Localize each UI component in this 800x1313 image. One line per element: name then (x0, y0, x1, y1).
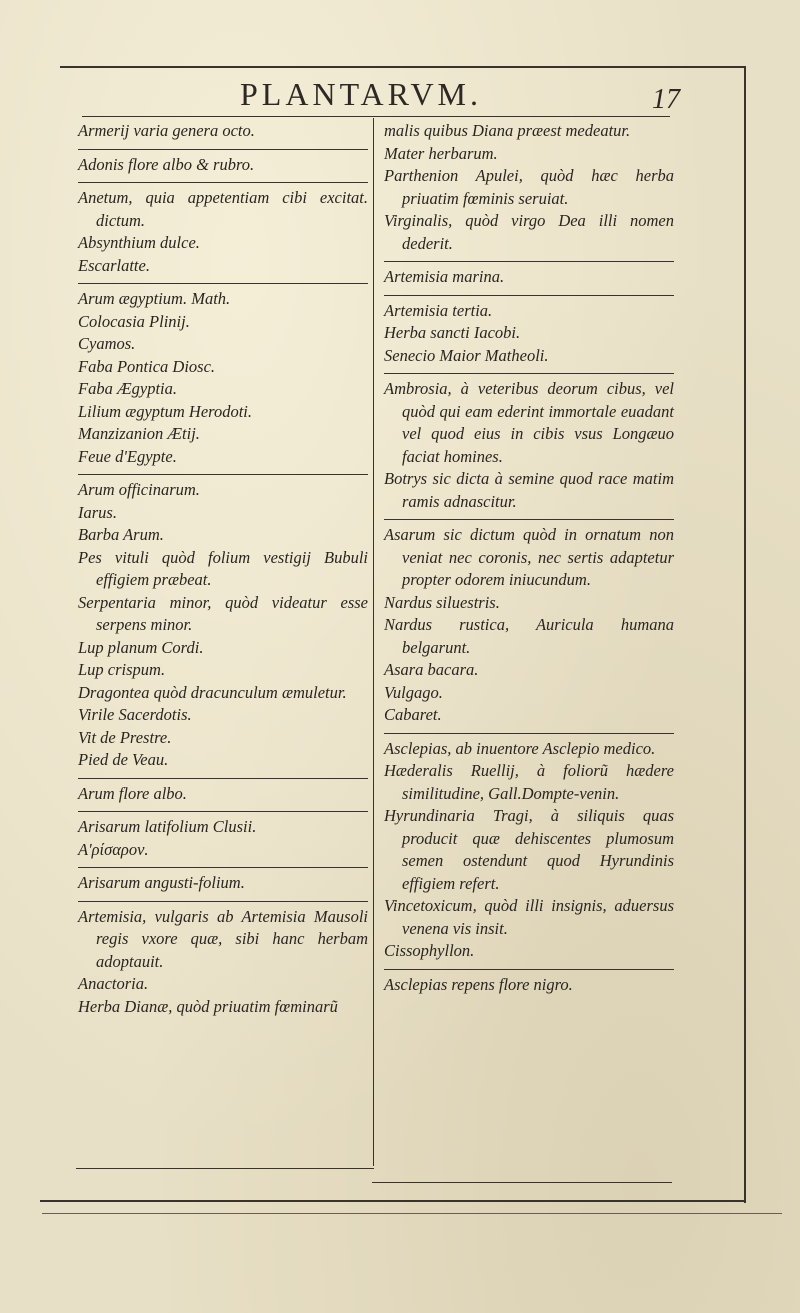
frame-bottom-rule (40, 1200, 746, 1202)
plant-name-entry: Asclepias repens flore nigro. (384, 974, 573, 994)
plant-name-entry: Cissophyllon. (384, 941, 475, 960)
plant-name-entry: Anactoria. (78, 974, 149, 993)
plant-name-entry: Mater herbarum. (384, 143, 498, 163)
plant-name-entry: Cabaret. (384, 705, 442, 724)
plant-name-entry: Herba Dianæ, quòd priuatim fœminarũ (78, 996, 338, 1016)
entry-group (78, 812, 368, 868)
entry-group (78, 868, 368, 902)
plant-name-entry: Anetum, quia appetentiam cibi excitat. dictum. (78, 188, 368, 230)
plant-name-entry: Faba Ægyptia. (78, 379, 177, 398)
plant-name-entry: Botrys sic dicta à semine quod race matim ramis adnascitur. (384, 469, 674, 511)
plant-name-entry: Armerij varia genera octo. (78, 121, 255, 140)
entry-group (384, 520, 674, 734)
left-bottom-rule (76, 1168, 374, 1169)
plant-name-entry: Α'ρίσαρον. (78, 839, 149, 859)
entry-group (384, 296, 674, 375)
entry-group (384, 970, 674, 1003)
plant-name-entry: Asarum sic dictum quòd in ornatum non veniat nec coronis, nec sertis adaptetur propter odorem iniucundum. (384, 525, 674, 589)
plant-name-entry: Arum flore albo. (78, 783, 187, 803)
column-divider (373, 118, 374, 1166)
plant-name-entry: Serpentaria minor, quòd videatur esse serpens minor. (78, 592, 368, 634)
plant-name-entry: Asara bacara. (384, 660, 479, 679)
plant-name-entry: Iarus. (78, 502, 117, 522)
plant-name-entry: Dragontea quòd dracunculum æmuletur. (78, 682, 347, 702)
plant-name-entry: Nardus rustica, Auricula humana belgarunt. (384, 615, 674, 657)
plant-name-entry: Arum ægyptium. Math. (78, 289, 231, 308)
plant-name-entry: Feue d'Egypte. (78, 446, 177, 466)
plant-name-entry: Lup planum Cordi. (78, 637, 204, 657)
plant-name-entry: Lilium ægyptum Herodoti. (78, 401, 253, 421)
entry-group (78, 150, 368, 184)
plant-name-entry: Barba Arum. (78, 525, 164, 544)
frame-right-rule (744, 68, 746, 1203)
plant-name-entry: Arisarum latifolium Clusii. (78, 817, 257, 836)
plant-name-entry: Arisarum angusti-folium. (78, 873, 245, 892)
plant-name-entry: Artemisia, vulgaris ab Artemisia Mausoli regis vxore quæ, sibi hanc herbam adoptauit. (78, 906, 368, 971)
plant-name-entry: Hæderalis Ruellij, à foliorũ hædere similitudine, Gall.Dompte-venin. (384, 761, 674, 803)
plant-name-entry: Absynthium dulce. (78, 233, 200, 252)
page-number: 17 (652, 84, 680, 115)
plant-name-entry: Artemisia tertia. (384, 300, 493, 320)
entry-group (384, 374, 674, 520)
plant-name-entry: Virile Sacerdotis. (78, 705, 192, 724)
frame-bottom-rule-outer (42, 1213, 782, 1214)
running-head: PLANTARVM. (240, 76, 482, 112)
plant-name-entry: Escarlatte. (78, 255, 150, 275)
plant-name-entry: Vincetoxicum, quòd illi insignis, aduersus venena vis insit. (384, 896, 674, 938)
plant-name-entry: Ambrosia, à veteribus deorum cibus, vel quòd qui eam ederint immortale euadant vel quod eius in cibis vsus Longæuo faciat homines. (384, 379, 674, 466)
plant-name-entry: Vit de Prestre. (78, 727, 172, 747)
plant-name-entry: Vulgago. (384, 682, 443, 702)
plant-name-entry: Herba sancti Iacobi. (384, 323, 521, 342)
plant-name-entry: malis quibus Diana præest medeatur. (384, 121, 631, 140)
entry-group (78, 284, 368, 475)
plant-name-entry: Arum officinarum. (78, 480, 200, 499)
entry-group (78, 779, 368, 813)
plant-name-entry: Lup crispum. (78, 660, 166, 679)
plant-name-entry: Senecio Maior Matheoli. (384, 345, 549, 365)
entry-group (384, 262, 674, 296)
plant-name-entry: Nardus siluestris. (384, 592, 500, 612)
entry-group (78, 183, 368, 284)
plant-name-entry: Parthenion Apulei, quòd hæc herba priuatim fœminis seruiat. (384, 166, 674, 208)
plant-name-entry: Pied de Veau. (78, 750, 169, 769)
plant-name-entry: Colocasia Plinij. (78, 311, 190, 331)
plant-name-entry: Artemisia marina. (384, 267, 505, 286)
plant-name-entry: Manzizanion Ætij. (78, 424, 200, 443)
plant-name-entry: Faba Pontica Diosc. (78, 356, 216, 376)
plant-name-entry: Pes vituli quòd folium vestigij Bubuli effigiem præbeat. (78, 547, 368, 589)
left-column (78, 116, 368, 1024)
plant-name-entry: Virginalis, quòd virgo Dea illi nomen dederit. (384, 211, 674, 253)
plant-name-entry: Adonis flore albo & rubro. (78, 154, 255, 174)
plant-name-entry: Hyrundinaria Tragi, à siliquis quas producit quæ dehiscentes plumosum semen ostendunt quod Hyrundinis effigiem refert. (384, 806, 674, 893)
entry-group (78, 475, 368, 779)
plant-name-entry: Cyamos. (78, 334, 136, 353)
plant-name-entry: Asclepias, ab inuentore Asclepio medico. (384, 738, 656, 758)
entry-group (78, 902, 368, 1025)
entry-group (384, 734, 674, 970)
right-column (384, 116, 674, 1002)
right-bottom-rule (372, 1182, 672, 1183)
entry-group (384, 116, 674, 262)
entry-group (78, 116, 368, 150)
